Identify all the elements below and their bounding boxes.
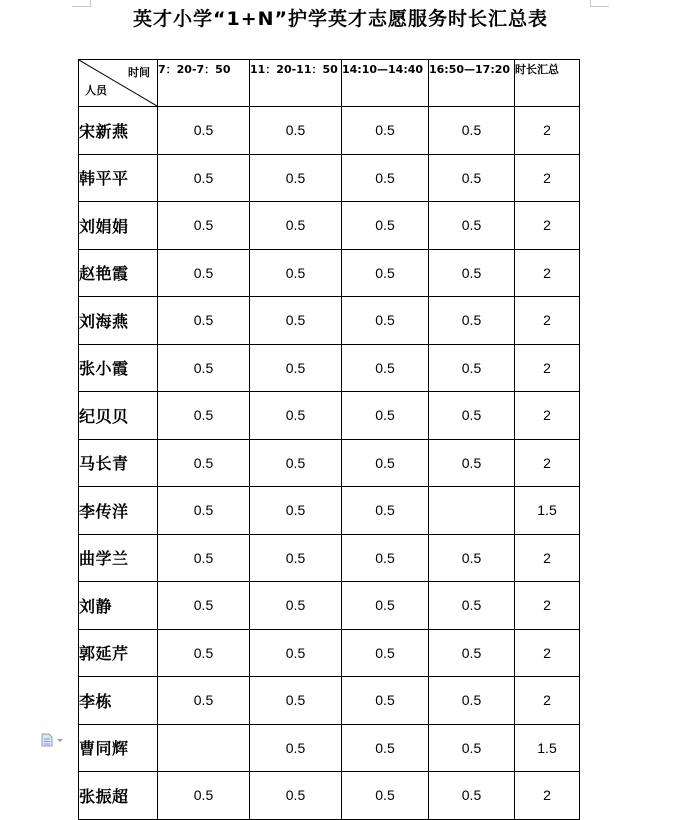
hours-cell: 0.5 [158, 582, 250, 630]
hours-cell: 0.5 [342, 249, 429, 297]
hours-cell: 0.5 [429, 297, 515, 345]
total-cell: 2 [515, 629, 580, 677]
hours-cell: 0.5 [342, 534, 429, 582]
total-cell: 2 [515, 297, 580, 345]
table-row [79, 487, 580, 535]
total-cell: 2 [515, 534, 580, 582]
person-name: 张振超 [79, 772, 158, 820]
table-row [79, 724, 580, 772]
header-slot-3: 14:10—14:40 [342, 60, 429, 107]
hours-cell: 0.5 [158, 297, 250, 345]
total-cell: 2 [515, 154, 580, 202]
total-cell: 2 [515, 202, 580, 250]
hours-cell: 0.5 [342, 154, 429, 202]
person-name: 曲学兰 [79, 534, 158, 582]
total-cell: 2 [515, 392, 580, 440]
hours-cell: 0.5 [342, 439, 429, 487]
table-row [79, 629, 580, 677]
hours-cell: 0.5 [158, 202, 250, 250]
total-cell: 1.5 [515, 487, 580, 535]
header-time-label: 时间 [128, 66, 150, 79]
person-name: 赵艳霞 [79, 249, 158, 297]
total-cell: 2 [515, 344, 580, 392]
hours-cell: 0.5 [250, 297, 342, 345]
person-name: 刘海燕 [79, 297, 158, 345]
person-name: 刘娟娟 [79, 202, 158, 250]
header-slot-2: 11：20-11：50 [250, 60, 342, 107]
hours-cell: 0.5 [342, 582, 429, 630]
hours-cell: 0.5 [250, 677, 342, 725]
person-name: 张小霞 [79, 344, 158, 392]
hours-cell: 0.5 [250, 582, 342, 630]
hours-cell [158, 724, 250, 772]
hours-cell: 0.5 [429, 677, 515, 725]
table-row [79, 772, 580, 820]
hours-cell: 0.5 [429, 392, 515, 440]
total-cell: 2 [515, 677, 580, 725]
hours-cell: 0.5 [429, 629, 515, 677]
hours-cell: 0.5 [250, 154, 342, 202]
hours-cell: 0.5 [429, 724, 515, 772]
hours-cell: 0.5 [250, 724, 342, 772]
person-name: 曹同辉 [79, 724, 158, 772]
person-name: 郭延芹 [79, 629, 158, 677]
header-slot-4: 16:50—17:20 [429, 60, 515, 107]
hours-cell: 0.5 [250, 107, 342, 155]
hours-cell: 0.5 [429, 249, 515, 297]
person-name: 李栋 [79, 677, 158, 725]
total-cell: 2 [515, 249, 580, 297]
hours-cell: 0.5 [342, 107, 429, 155]
volunteer-hours-table [78, 59, 580, 820]
table-row [79, 107, 580, 155]
hours-cell: 0.5 [250, 629, 342, 677]
hours-cell: 0.5 [429, 534, 515, 582]
hours-cell: 0.5 [342, 677, 429, 725]
table-row [79, 582, 580, 630]
hours-cell: 0.5 [342, 629, 429, 677]
hours-cell: 0.5 [342, 487, 429, 535]
person-name: 刘静 [79, 582, 158, 630]
table-row [79, 677, 580, 725]
hours-cell: 0.5 [250, 344, 342, 392]
hours-cell: 0.5 [429, 582, 515, 630]
hours-cell: 0.5 [342, 392, 429, 440]
hours-cell: 0.5 [429, 202, 515, 250]
hours-cell: 0.5 [158, 107, 250, 155]
table-header-row [79, 60, 580, 107]
hours-cell: 0.5 [429, 772, 515, 820]
header-slot-1: 7：20-7：50 [158, 60, 250, 107]
header-person-label: 人员 [85, 84, 107, 97]
hours-cell: 0.5 [429, 344, 515, 392]
hours-cell: 0.5 [429, 154, 515, 202]
table-row [79, 154, 580, 202]
document-float-icon[interactable] [40, 732, 66, 746]
table-row [79, 297, 580, 345]
hours-cell: 0.5 [158, 534, 250, 582]
header-total: 时长汇总 [515, 60, 580, 107]
total-cell: 2 [515, 582, 580, 630]
hours-cell: 0.5 [342, 344, 429, 392]
total-cell: 2 [515, 772, 580, 820]
hours-cell: 0.5 [429, 439, 515, 487]
hours-cell: 0.5 [250, 487, 342, 535]
table-row [79, 392, 580, 440]
hours-cell: 0.5 [342, 202, 429, 250]
table-row [79, 249, 580, 297]
hours-cell: 0.5 [250, 202, 342, 250]
hours-cell: 0.5 [250, 772, 342, 820]
table-row [79, 439, 580, 487]
total-cell: 2 [515, 107, 580, 155]
hours-cell: 0.5 [158, 439, 250, 487]
hours-cell: 0.5 [158, 772, 250, 820]
hours-cell: 0.5 [158, 344, 250, 392]
person-name: 宋新燕 [79, 107, 158, 155]
person-name: 李传洋 [79, 487, 158, 535]
hours-cell: 0.5 [342, 297, 429, 345]
hours-cell: 0.5 [158, 487, 250, 535]
hours-cell: 0.5 [158, 392, 250, 440]
table-row [79, 202, 580, 250]
person-name: 纪贝贝 [79, 392, 158, 440]
total-cell: 2 [515, 439, 580, 487]
hours-cell [429, 487, 515, 535]
table-row [79, 534, 580, 582]
hours-cell: 0.5 [250, 439, 342, 487]
hours-cell: 0.5 [342, 772, 429, 820]
hours-cell: 0.5 [158, 677, 250, 725]
person-name: 马长青 [79, 439, 158, 487]
hours-cell: 0.5 [158, 154, 250, 202]
hours-cell: 0.5 [250, 249, 342, 297]
document-title: 英才小学“1+N”护学英才志愿服务时长汇总表 [132, 8, 549, 30]
person-name: 韩平平 [79, 154, 158, 202]
hours-cell: 0.5 [158, 249, 250, 297]
hours-cell: 0.5 [250, 392, 342, 440]
hours-cell: 0.5 [250, 534, 342, 582]
table-row [79, 344, 580, 392]
hours-cell: 0.5 [158, 629, 250, 677]
hours-cell: 0.5 [342, 724, 429, 772]
header-corner-cell [79, 60, 158, 107]
total-cell: 1.5 [515, 724, 580, 772]
hours-cell: 0.5 [429, 107, 515, 155]
